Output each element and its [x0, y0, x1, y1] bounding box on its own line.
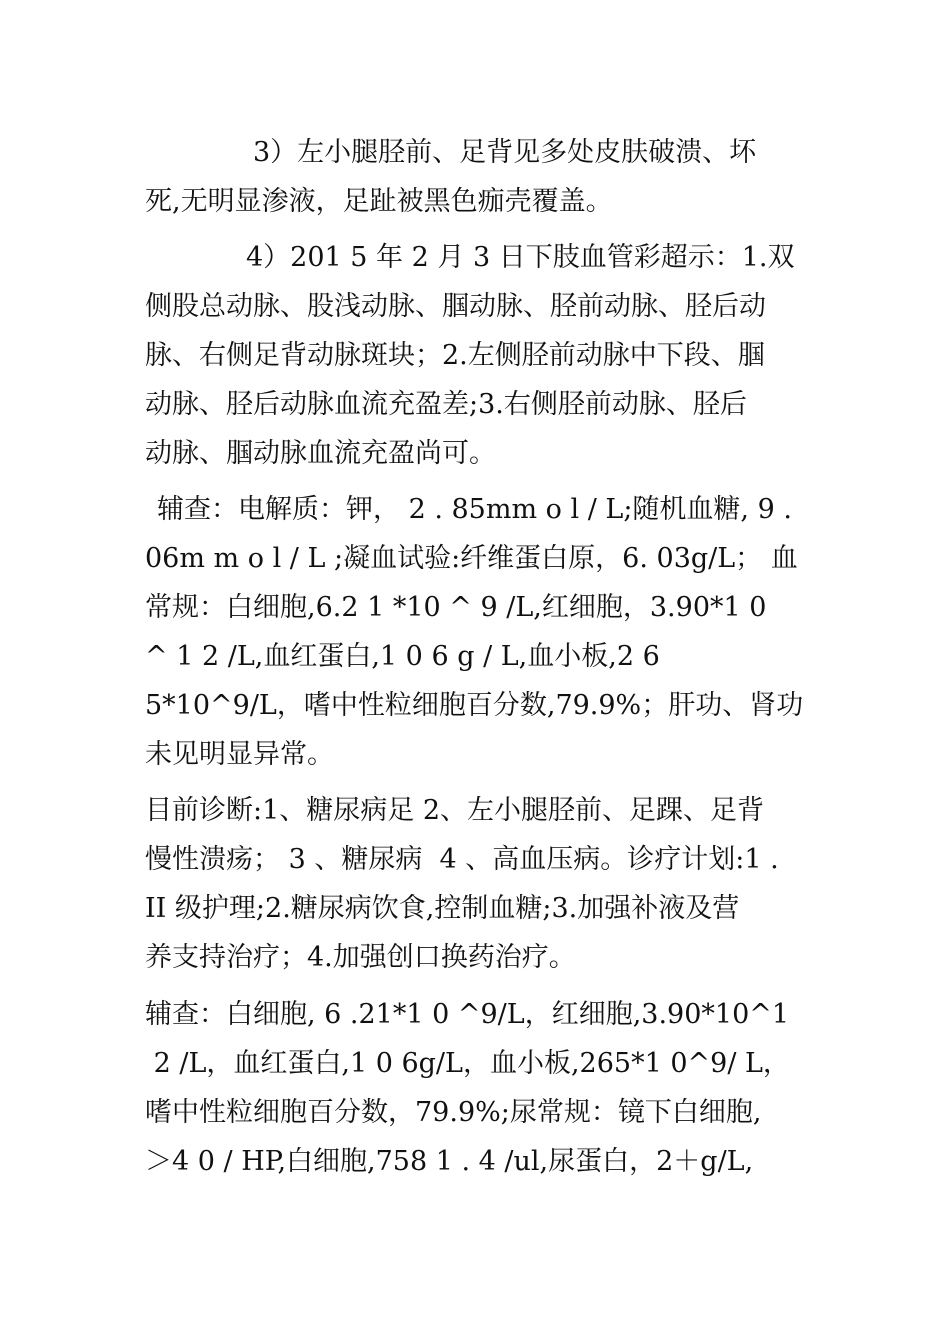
paragraph-5-line-4: ＞4 0 / HP,白细胞,758 1 . 4 /ul,尿蛋白，2＋g/L, — [145, 1146, 754, 1177]
paragraph-5-line-2: 2 /L，血红蛋白,1 0 6g/L，血小板,265*1 0^9/ L， — [145, 1048, 790, 1079]
paragraph-2-line-4: 动脉、胫后动脉血流充盈差;3.右侧胫前动脉、胫后 — [145, 389, 747, 420]
paragraph-1-line-2: 死,无明显渗液，足趾被黑色痂壳覆盖。 — [145, 186, 613, 217]
paragraph-5-line-3: 嗜中性粒细胞百分数，79.9%;尿常规：镜下白细胞, — [145, 1097, 762, 1128]
paragraph-3-line-1: 辅查：电解质：钾， 2 . 85mm o l / L;随机血糖, 9 . — [157, 494, 792, 525]
paragraph-3-line-3: 常规：白细胞,6.2 1 *10 ^ 9 /L,红细胞，3.90*1 0 — [145, 592, 767, 623]
paragraph-3-line-6: 未见明显异常。 — [145, 739, 334, 770]
paragraph-4-line-1: 目前诊断:1、糖尿病足 2、左小腿胫前、足踝、足背 — [145, 795, 765, 826]
paragraph-3-line-2: 06m m o l / L ;凝血试验:纤维蛋白原，6. 03g/L； 血 — [145, 543, 798, 574]
paragraph-3-line-5: 5*10^9/L，嗜中性粒细胞百分数,79.9%；肝功、肾功 — [145, 690, 804, 721]
paragraph-4-line-2: 慢性溃疡； 3 、糖尿病 4 、高血压病。诊疗计划:1 . — [145, 844, 779, 875]
paragraph-5-line-1: 辅查：白细胞, 6 .21*1 0 ^9/L，红细胞,3.90*10^1 — [145, 999, 790, 1030]
paragraph-3-line-4: ^ 1 2 /L,血红蛋白,1 0 6 g / L,血小板,2 6 — [145, 641, 660, 672]
paragraph-2-line-5: 动脉、腘动脉血流充盈尚可。 — [145, 438, 496, 469]
paragraph-1-line-1: 3）左小腿胫前、足背见多处皮肤破溃、坏 — [253, 137, 757, 168]
paragraph-4-line-4: 养支持治疗；4.加强创口换药治疗。 — [145, 942, 576, 973]
paragraph-2-line-1: 4）201 5 年 2 月 3 日下肢血管彩超示：1.双 — [246, 242, 795, 273]
paragraph-2-line-2: 侧股总动脉、股浅动脉、腘动脉、胫前动脉、胫后动 — [145, 291, 766, 322]
paragraph-4-line-3: II 级护理;2.糖尿病饮食,控制血糖;3.加强补液及营 — [145, 893, 740, 924]
paragraph-2-line-3: 脉、右侧足背动脉斑块；2.左侧胫前动脉中下段、腘 — [145, 340, 765, 371]
